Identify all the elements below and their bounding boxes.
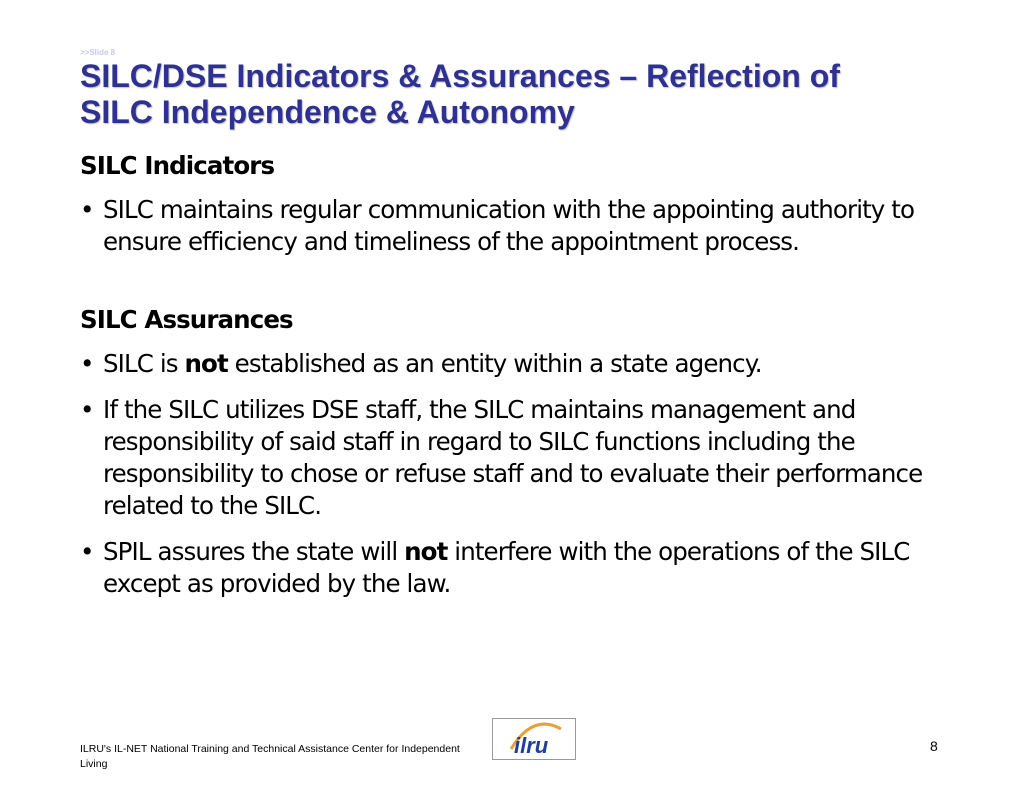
footer-organization: ILRU's IL-NET National Training and Technical Assistance Center for Independent Living <box>80 743 460 770</box>
slide-title-line-2: SILC Independence & Autonomy <box>80 94 575 130</box>
assurance-bullet-3-pre: SPIL assures the state will <box>103 537 405 566</box>
assurance-bullet-2 <box>80 394 960 522</box>
indicators-heading: SILC Indicators <box>80 151 275 180</box>
assurance-bullet-1-pre: SILC is <box>103 349 185 378</box>
assurance-bullet-3-emphasis: not <box>404 537 448 566</box>
slide-body <box>80 150 960 600</box>
assurance-bullet-1-post: established as an entity within a state agency. <box>227 349 762 378</box>
indicator-bullet-text: SILC maintains regular communication with the appointing authority to ensure efficiency and timeliness of the appointment process. <box>103 195 915 256</box>
page-number: 8 <box>930 738 938 754</box>
assurances-heading: SILC Assurances <box>80 305 293 334</box>
indicator-bullet <box>80 194 960 258</box>
bullet-marker: • <box>80 349 94 378</box>
ilru-logo <box>492 718 576 760</box>
assurance-bullet-2-text: If the SILC utilizes DSE staff, the SILC maintains management and responsibility of said staff in regard to SILC functions including the responsibility to chose or refuse staff and to evaluate their performance related to the SILC. <box>103 395 923 520</box>
assurance-bullet-3-post: interfere with the operations of the SILC except as provided by the law. <box>103 537 910 598</box>
bullet-marker: • <box>80 537 94 566</box>
slide-title-line-1: SILC/DSE Indicators & Assurances – Reflection of <box>80 58 840 94</box>
bullet-marker: • <box>80 395 94 424</box>
bullet-marker: • <box>80 195 94 224</box>
slide-title <box>80 58 980 130</box>
slide-label: >>Slide 8 <box>80 48 116 57</box>
assurance-bullet-1-emphasis: not <box>184 349 228 378</box>
assurance-bullet-3 <box>80 536 960 600</box>
assurance-bullet-1 <box>80 348 960 380</box>
logo-wordmark: ilru <box>514 733 549 758</box>
